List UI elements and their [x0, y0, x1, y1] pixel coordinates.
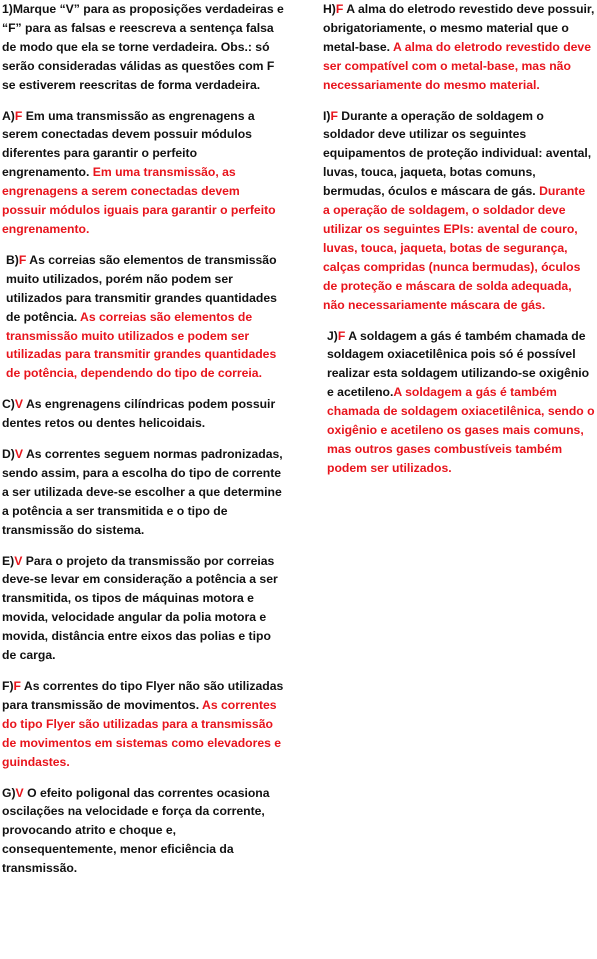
answer-mark: F — [13, 679, 21, 693]
instructions-text: 1)Marque “V” para as proposições verdadeiras e “F” para as falsas e reescreva a sentença falsa de modo que ela se torne verdadeira. Obs.: só serão consideradas válidas as questões com F se estiverem reescritas de forma verdadeira. — [2, 2, 284, 92]
question-c — [2, 395, 285, 433]
item-statement: A alma do eletrodo revestido deve possuir, obrigatoriamente, o mesmo material que o metal-base. — [323, 2, 595, 54]
item-statement: As correias são elementos de transmissão muito utilizados, porém não podem ser utilizados para transmitir grandes quantidades de potência. — [6, 252, 277, 324]
answer-mark: F — [337, 328, 346, 343]
item-letter: D) — [2, 447, 15, 462]
answer-mark: V — [14, 553, 23, 568]
item-statement: As correntes seguem normas padronizadas, sendo assim, para a escolha do tipo de corrente a ser utilizada deve-se escolher a que determine a potência a ser transmitida e o tipo de transmissão do sistema. — [2, 447, 283, 537]
left-column — [2, 0, 285, 887]
right-column — [323, 0, 595, 490]
answer-mark: F — [18, 252, 27, 267]
item-correction: As correntes do tipo Flyer são utilizadas para a transmissão de movimentos em sistemas como elevadores e guindastes. — [2, 697, 282, 769]
question-g — [2, 784, 285, 879]
item-statement: Para o projeto da transmissão por correias deve-se levar em consideração a potência a ser transmitida, os tipos de máquinas motora e movida, velocidade angular da polia motora e movida, distância entre eixos das polias e tipo de carga. — [2, 553, 278, 663]
question-e — [2, 552, 285, 665]
question-j — [323, 327, 595, 478]
item-letter: H) — [323, 2, 336, 16]
item-correction: As correias são elementos de transmissão muito utilizados e podem ser utilizadas para transmitir grandes quantidades de potência, dependendo do tipo de correia. — [6, 309, 277, 381]
item-correction: A soldagem a gás é também chamada de soldagem oxiacetilênica, sendo o oxigênio e acetileno os gases mais comuns, mas outros gases combustíveis também podem ser utilizados. — [327, 385, 595, 475]
item-letter: F) — [2, 679, 14, 693]
item-correction: Em uma transmissão, as engrenagens a serem conectadas devem possuir módulos iguais para garantir o perfeito engrenamento. — [2, 165, 276, 236]
question-h — [323, 0, 595, 95]
item-statement: A soldagem a gás é também chamada de soldagem oxiacetilênica pois só é possível realizar esta soldagem utilizando-se oxigênio e acetileno. — [327, 328, 590, 400]
item-correction: Durante a operação de soldagem, o soldador deve utilizar os seguintes EPIs: avental de couro, luvas, touca, jaqueta, botas de segurança, calças compridas (nunca bermudas), óculos de proteção e máscara de solda adequada, não necessariamente máscara de gás. — [323, 184, 586, 312]
question-f — [2, 677, 285, 772]
item-statement: Em uma transmissão as engrenagens a serem conectadas devem possuir módulos diferentes para garantir o perfeito engrenamento. — [2, 108, 255, 180]
item-statement: O efeito poligonal das correntes ocasiona oscilações na velocidade e força da corrente, provocando atrito e choque e, consequentemente, menor eficiência da transmissão. — [2, 785, 270, 876]
answer-mark: F — [335, 2, 344, 16]
item-letter: J) — [327, 328, 338, 343]
answer-mark: V — [14, 397, 24, 412]
item-letter: A) — [2, 108, 15, 123]
question-a — [2, 107, 285, 239]
question-b — [2, 251, 285, 383]
item-letter: B) — [6, 252, 19, 267]
item-letter: G) — [2, 785, 16, 800]
question-d — [2, 445, 285, 540]
item-letter: E) — [2, 553, 15, 568]
answer-mark: F — [330, 108, 338, 123]
question-i — [323, 107, 595, 315]
answer-mark: F — [14, 108, 23, 123]
answer-mark: V — [15, 785, 24, 800]
item-letter: I) — [323, 108, 331, 123]
item-statement: As correntes do tipo Flyer não são utilizadas para transmissão de movimentos. — [2, 679, 284, 712]
item-statement: As engrenagens cilíndricas podem possuir dentes retos ou dentes helicoidais. — [2, 397, 276, 431]
item-correction: A alma do eletrodo revestido deve ser compatível com o metal-base, mas não necessariamente do mesmo material. — [323, 39, 591, 92]
item-statement: Durante a operação de soldagem o soldador deve utilizar os seguintes equipamentos de proteção individual: avental, luvas, touca, jaqueta, botas comuns, bermudas, óculos e máscara de gás. — [323, 108, 592, 199]
answer-mark: V — [14, 447, 24, 462]
item-letter: C) — [2, 397, 15, 412]
